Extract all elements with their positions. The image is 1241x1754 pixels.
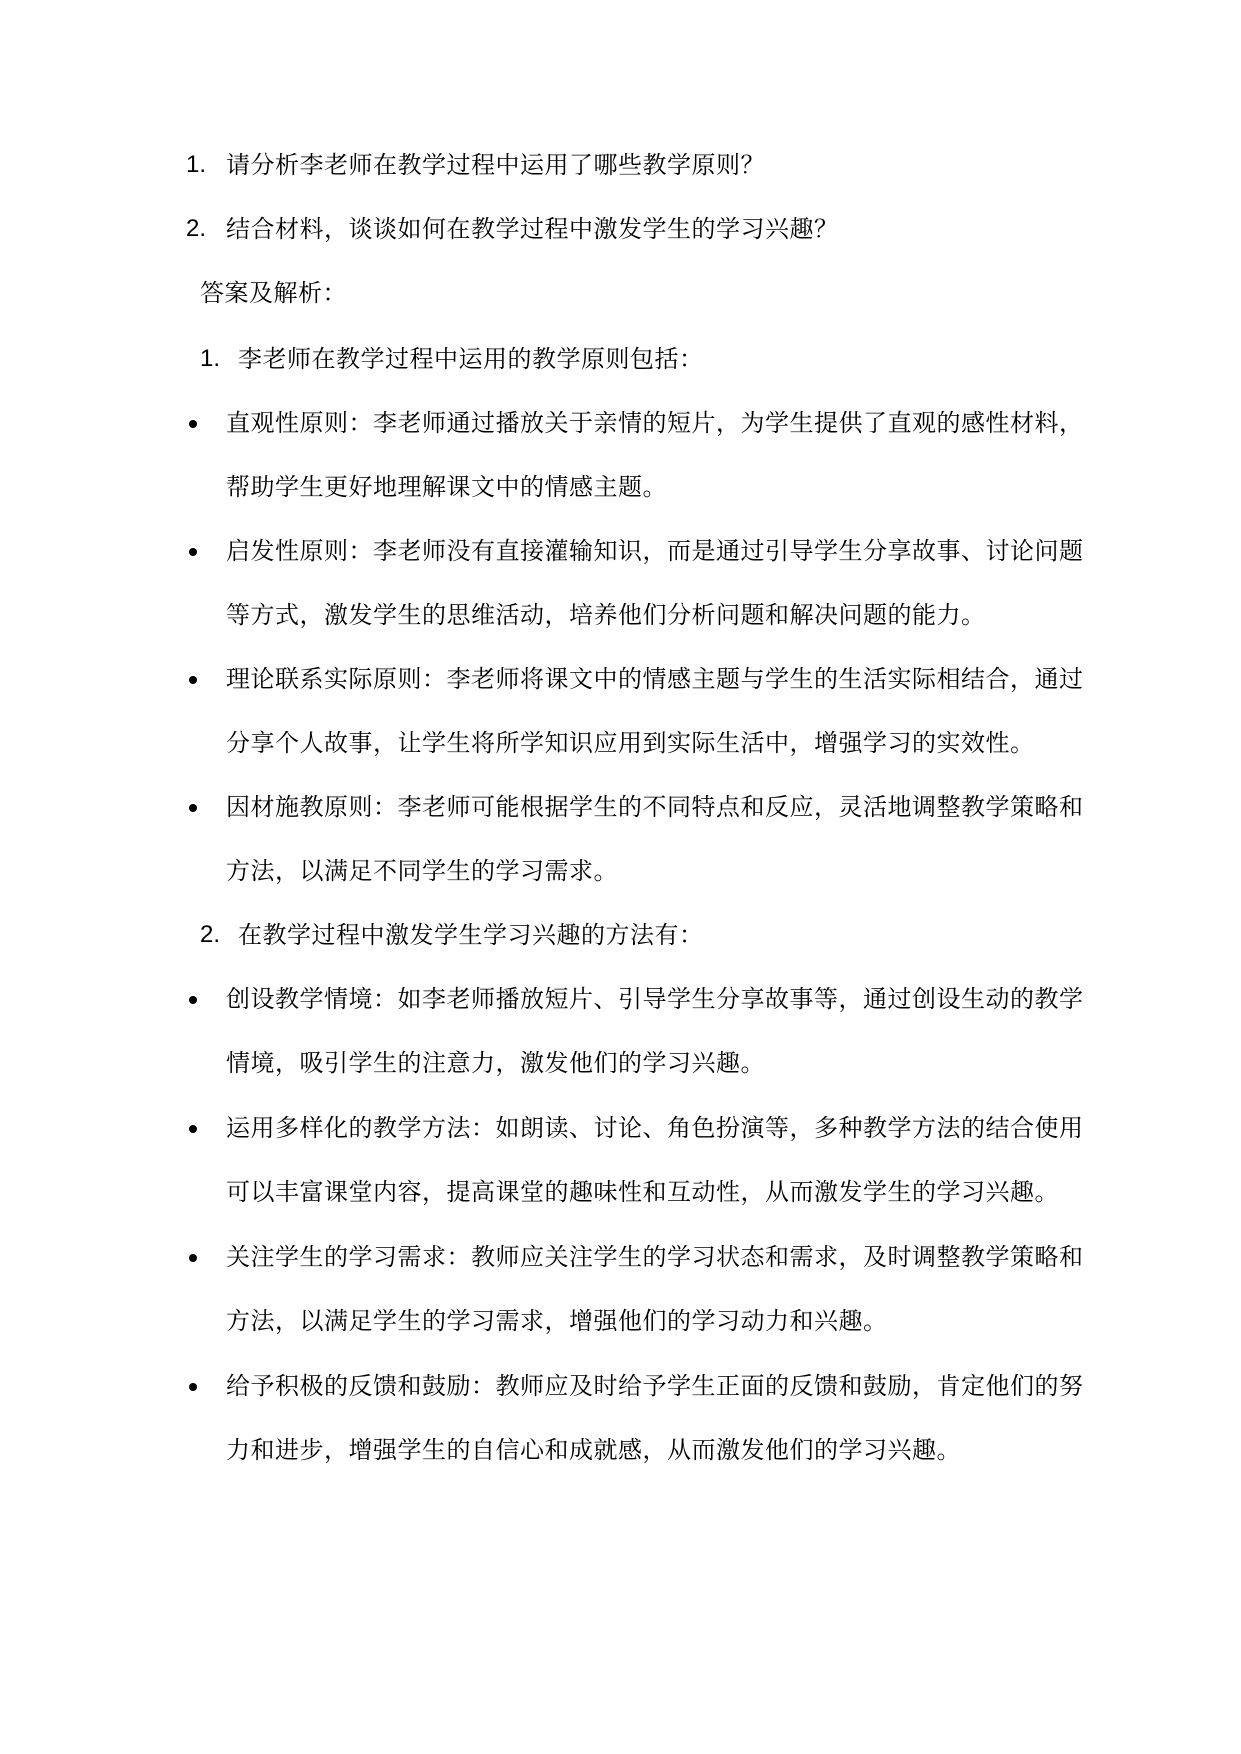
section-title: 在教学过程中激发学生学习兴趣的方法有：	[238, 921, 704, 949]
list-item-line: 创设教学情境：如李老师播放短片、引导学生分享故事等，通过创设生动的教学	[226, 985, 1084, 1013]
list-item-line: 情境，吸引学生的注意力，激发他们的学习兴趣。	[226, 1049, 765, 1077]
list-item-line: 分享个人故事，让学生将所学知识应用到实际生活中，增强学习的实效性。	[226, 729, 1035, 757]
list-item-line: 理论联系实际原则：李老师将课文中的情感主题与学生的生活实际相结合，通过	[226, 665, 1084, 693]
question-number: 2.	[186, 215, 207, 242]
section-title: 李老师在教学过程中运用的教学原则包括：	[238, 345, 704, 373]
bullet-icon	[189, 1125, 197, 1133]
list-item-line: 可以丰富课堂内容，提高课堂的趣味性和互动性，从而激发学生的学习兴趣。	[226, 1178, 1059, 1206]
list-item-line: 启发性原则：李老师没有直接灌输知识，而是通过引导学生分享故事、讨论问题	[226, 537, 1084, 565]
list-item-line: 等方式，激发学生的思维活动，培养他们分析问题和解决问题的能力。	[226, 601, 986, 629]
section-number: 1.	[200, 345, 221, 372]
bullet-icon	[189, 676, 197, 684]
answer-heading: 答案及解析：	[200, 279, 347, 307]
bullet-icon	[189, 804, 197, 812]
bullet-icon	[189, 548, 197, 556]
list-item-line: 运用多样化的教学方法：如朗读、讨论、角色扮演等，多种教学方法的结合使用	[226, 1114, 1084, 1142]
list-item-line: 帮助学生更好地理解课文中的情感主题。	[226, 473, 667, 501]
list-item-line: 力和进步，增强学生的自信心和成就感，从而激发他们的学习兴趣。	[226, 1436, 961, 1464]
section-number: 2.	[200, 921, 221, 948]
list-item-line: 方法，以满足学生的学习需求，增强他们的学习动力和兴趣。	[226, 1307, 888, 1335]
bullet-icon	[189, 1254, 197, 1262]
list-item-line: 方法，以满足不同学生的学习需求。	[226, 857, 618, 885]
bullet-icon	[189, 996, 197, 1004]
list-item-line: 因材施教原则：李老师可能根据学生的不同特点和反应，灵活地调整教学策略和	[226, 793, 1084, 821]
list-item-line: 给予积极的反馈和鼓励：教师应及时给予学生正面的反馈和鼓励，肯定他们的努	[226, 1372, 1084, 1400]
list-item-line: 直观性原则：李老师通过播放关于亲情的短片，为学生提供了直观的感性材料，	[226, 409, 1084, 437]
question-number: 1.	[186, 151, 207, 178]
question-text: 结合材料，谈谈如何在教学过程中激发学生的学习兴趣？	[226, 215, 839, 243]
list-item-line: 关注学生的学习需求：教师应关注学生的学习状态和需求，及时调整教学策略和	[226, 1243, 1084, 1271]
question-text: 请分析李老师在教学过程中运用了哪些教学原则？	[226, 151, 765, 179]
bullet-icon	[189, 1383, 197, 1391]
bullet-icon	[189, 420, 197, 428]
